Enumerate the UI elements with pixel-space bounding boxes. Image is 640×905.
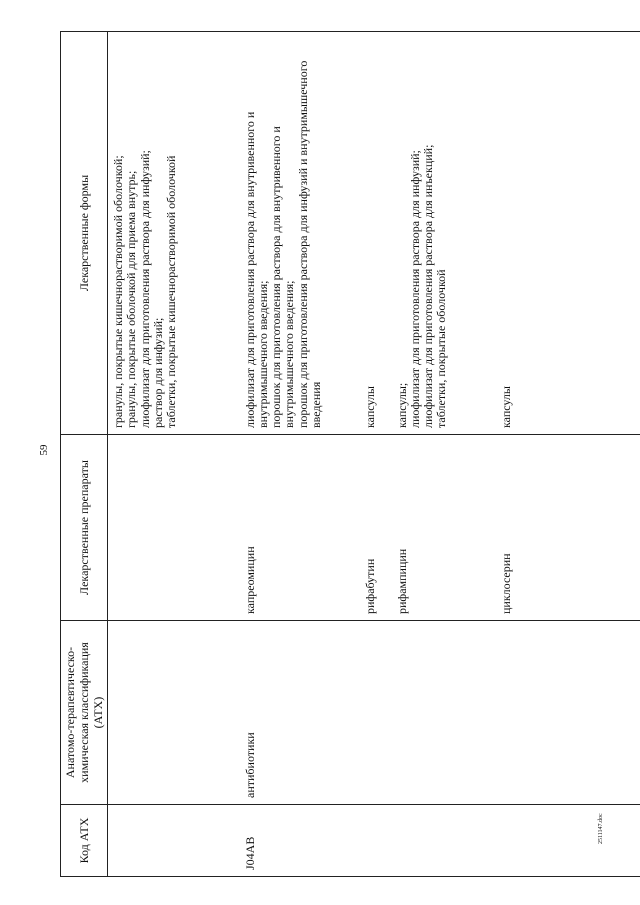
table-row	[496, 32, 640, 877]
cell-forms	[108, 32, 240, 435]
form-item: лиофилизат для приготовления раствора для внутривенного и внутримышечного введения;	[242, 111, 270, 428]
form-item: капсулы	[362, 386, 377, 428]
cell-forms	[392, 32, 496, 435]
form-item: порошок для приготовления раствора для внутривенного и внутримышечного введения;	[269, 126, 297, 428]
form-item: таблетки, покрытые оболочкой	[434, 269, 449, 428]
header-forms: Лекарственные формы	[61, 32, 108, 435]
form-item: капсулы	[498, 386, 513, 428]
cell-forms	[240, 32, 360, 435]
cell-classification	[392, 621, 496, 805]
cell-preparation: капреомицин	[240, 435, 360, 621]
table-header-row	[61, 32, 108, 877]
table-row	[392, 32, 496, 877]
cell-code: J04AB	[240, 805, 360, 877]
cell-preparation: циклосерин	[496, 435, 640, 621]
header-code: Код АТХ	[61, 805, 108, 877]
table-row	[240, 32, 360, 877]
table-row	[108, 32, 240, 877]
cell-code	[392, 805, 496, 877]
header-preparations: Лекарственные препараты	[61, 435, 108, 621]
cell-classification	[108, 621, 240, 805]
form-item: лиофилизат для приготовления раствора для инфузий;	[137, 150, 152, 428]
header-classification: Анатомо-терапевтическо-химическая классификация (АТХ)	[61, 621, 108, 805]
cell-code	[108, 805, 240, 877]
cell-code	[360, 805, 392, 877]
form-item: гранулы, покрытые оболочкой для приема внутрь;	[124, 170, 139, 428]
footer-file-code: 2511147.doc	[598, 813, 604, 844]
page-number: 59	[38, 444, 50, 456]
table-row	[360, 32, 392, 877]
cell-classification	[496, 621, 640, 805]
cell-classification	[360, 621, 392, 805]
cell-preparation: рифампицин	[392, 435, 496, 621]
form-item: лиофилизат для приготовления раствора для инфузий;	[407, 150, 422, 428]
cell-preparation: рифабутин	[360, 435, 392, 621]
cell-preparation	[108, 435, 240, 621]
cell-forms	[496, 32, 640, 435]
rotated-table-sheet	[60, 32, 580, 877]
form-item: раствор для инфузий;	[150, 317, 165, 428]
atc-table	[60, 31, 640, 877]
form-item: гранулы, покрытые кишечнорастворимой оболочкой;	[111, 155, 125, 428]
cell-code	[496, 805, 640, 877]
form-item: лиофилизат для приготовления раствора для инъекций;	[421, 144, 436, 428]
form-item: таблетки, покрытые кишечнорастворимой оболочкой	[164, 155, 179, 428]
cell-forms	[360, 32, 392, 435]
form-item: порошок для приготовления раствора для инфузий и внутримышечного введения	[295, 60, 323, 428]
cell-classification: антибиотики	[240, 621, 360, 805]
form-item: капсулы;	[394, 382, 409, 428]
